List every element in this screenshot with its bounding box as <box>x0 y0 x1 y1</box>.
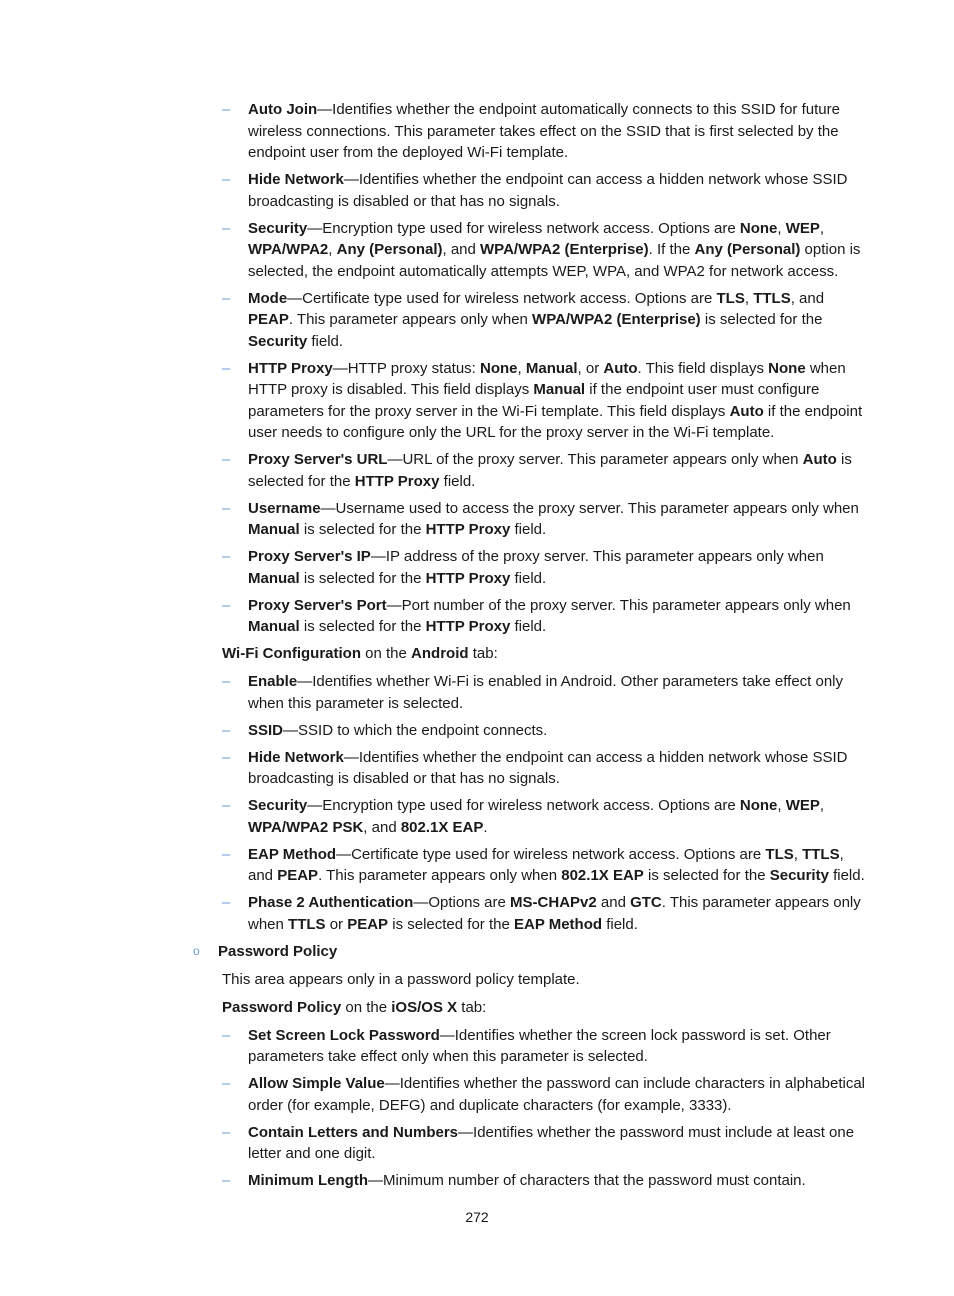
password-policy-heading <box>193 941 868 963</box>
option-term: Manual <box>248 521 300 538</box>
parameter-name: Allow Simple Value <box>248 1075 385 1092</box>
list-item <box>248 892 868 935</box>
parameter-name: Proxy Server's URL <box>248 451 388 468</box>
description-text: , and <box>363 818 401 836</box>
option-term: 802.1X EAP <box>400 818 484 836</box>
description-text: . This parameter appears only when <box>318 867 562 884</box>
option-term: GTC <box>630 894 662 911</box>
description-text: —URL of the proxy server. This parameter appears only when <box>387 451 803 468</box>
parameter-description: —Identifies whether the screen lock password is set. Other parameters take effect only when this parameter is selected. <box>248 1026 831 1065</box>
list-item <box>248 99 868 164</box>
option-term: None <box>739 797 778 814</box>
option-term: Any (Personal) <box>336 241 443 258</box>
description-text: —Certificate type used for wireless network access. Options are <box>336 845 766 863</box>
password-policy-title: Password Policy <box>218 942 338 960</box>
description-text: , or <box>577 359 604 377</box>
description-text: , <box>328 241 337 258</box>
description-text: —HTTP proxy status: <box>332 359 481 377</box>
description-text: —Port number of the proxy server. This parameter appears only when <box>386 596 851 614</box>
description-text: field. <box>439 472 476 490</box>
option-term: Manual <box>525 359 578 377</box>
description-text: on the <box>361 645 412 662</box>
option-term: HTTP Proxy <box>425 569 511 587</box>
list-item <box>248 1122 868 1165</box>
list-item <box>248 1073 868 1116</box>
list-item <box>248 795 868 838</box>
description-text: field. <box>307 332 344 350</box>
description-text: . <box>483 818 488 836</box>
option-term: None <box>739 219 778 237</box>
list-item <box>248 218 868 283</box>
description-text: , <box>777 797 786 814</box>
description-text: if the endpoint user needs to configure only the URL for the proxy server in the Wi-Fi template. <box>248 402 863 441</box>
password-policy-description: This area appears only in a password policy template. <box>222 970 580 988</box>
description-text: —Encryption type used for wireless network access. Options are <box>307 797 740 814</box>
page-content <box>193 99 868 1197</box>
option-term: TLS <box>765 845 794 863</box>
description-text: is selected for the <box>700 311 823 328</box>
description-text: , <box>793 845 803 863</box>
description-text: . This parameter appears only when <box>248 894 861 933</box>
description-text: option is selected, the endpoint automatically attempts WEP, WPA, and WPA2 for network access. <box>248 241 861 280</box>
description-text: tab: <box>457 998 487 1016</box>
option-term: EAP Method <box>513 915 603 933</box>
parameter-name: Proxy Server's IP <box>248 548 371 565</box>
option-term: TLS <box>716 289 745 307</box>
description-text: . This parameter appears only when <box>288 311 533 328</box>
option-term: WPA/WPA2 (Enterprise) <box>480 241 649 258</box>
option-term: HTTP Proxy <box>354 472 440 490</box>
description-text: field. <box>510 618 547 635</box>
parameter-description: —Identifies whether the password can include characters in alphabetical order (for example, DEFG) and duplicate characters (for example, 3333). <box>248 1075 865 1114</box>
list-item <box>248 671 868 714</box>
android-wifi-parameter-list <box>222 671 868 935</box>
parameter-description: —Minimum number of characters that the password must contain. <box>368 1172 806 1189</box>
parameter-name: Auto Join <box>248 101 318 118</box>
parameter-description: —Identifies whether the endpoint can access a hidden network whose SSID broadcasting is disabled or that has no signals. <box>248 748 848 787</box>
parameter-name: Mode <box>248 289 288 307</box>
description-text: on the <box>341 998 392 1016</box>
parameter-name: Enable <box>248 673 298 690</box>
description-text: . This field displays <box>637 359 769 377</box>
option-term: iOS/OS X <box>391 998 458 1016</box>
description-text: , <box>819 797 825 814</box>
description-text: and <box>596 894 631 911</box>
description-text: , <box>777 219 786 237</box>
parameter-name: HTTP Proxy <box>248 359 333 377</box>
circle-bullet-icon: o <box>193 943 200 958</box>
option-term: Auto <box>729 402 764 420</box>
description-text: field. <box>510 569 547 587</box>
option-term: TTLS <box>802 845 840 863</box>
option-term: HTTP Proxy <box>425 521 511 538</box>
description-text: field. <box>510 521 547 538</box>
option-term: TTLS <box>288 915 326 933</box>
description-text: , <box>517 359 526 377</box>
description-text: —Encryption type used for wireless network access. Options are <box>307 219 740 237</box>
parameter-name: Security <box>248 797 308 814</box>
parameter-name: Set Screen Lock Password <box>248 1026 440 1044</box>
option-term: Security <box>769 867 829 884</box>
option-term: WEP <box>785 219 820 237</box>
description-text: if the endpoint user must configure parameters for the proxy server in the Wi-Fi template. This field displays <box>248 381 820 420</box>
description-text: —IP address of the proxy server. This parameter appears only when <box>370 548 824 565</box>
list-item <box>248 449 868 492</box>
option-term: Any (Personal) <box>694 241 801 258</box>
ios-wifi-parameter-list <box>222 99 868 638</box>
description-text: —Options are <box>413 894 511 911</box>
option-term: Wi-Fi Configuration <box>222 645 361 662</box>
description-text: field. <box>602 915 638 933</box>
parameter-name: Minimum Length <box>248 1172 368 1189</box>
list-item <box>248 1025 868 1068</box>
description-text: , and <box>790 289 825 307</box>
option-term: Auto <box>603 359 638 377</box>
description-text: , and <box>442 241 481 258</box>
description-text: —Username used to access the proxy server. This parameter appears only when <box>320 499 859 517</box>
list-item <box>248 546 868 589</box>
option-term: PEAP <box>347 915 389 933</box>
list-item <box>248 595 868 638</box>
parameter-name: SSID <box>248 721 284 739</box>
option-term: WPA/WPA2 <box>248 241 329 258</box>
parameter-name: Security <box>248 219 308 237</box>
parameter-description: —Identifies whether the endpoint automatically connects to this SSID for future wireless connections. This parameter takes effect on the SSID that is first selected by the endpoint user from the deployed Wi-Fi template. <box>248 101 840 161</box>
parameter-name: EAP Method <box>248 845 337 863</box>
list-item <box>248 1170 868 1192</box>
description-text: , and <box>248 845 844 884</box>
password-policy-parameter-list <box>222 1025 868 1192</box>
option-term: Manual <box>248 569 300 587</box>
parameter-description: —Identifies whether the endpoint can access a hidden network whose SSID broadcasting is disabled or that has no signals. <box>248 171 848 210</box>
option-term: None <box>768 359 806 377</box>
description-text: , <box>819 219 825 237</box>
option-term: None <box>480 359 518 377</box>
parameter-name: Hide Network <box>248 748 344 766</box>
description-text: is selected for the <box>299 569 426 587</box>
parameter-name: Proxy Server's Port <box>248 596 387 614</box>
list-item <box>248 358 868 444</box>
android-wifi-intro <box>222 643 868 665</box>
option-term: Password Policy <box>222 998 342 1016</box>
parameter-name: Hide Network <box>248 171 344 188</box>
description-text: is selected for the <box>299 618 426 635</box>
option-term: HTTP Proxy <box>425 618 511 635</box>
description-text: when HTTP proxy is disabled. This field displays <box>248 359 846 398</box>
description-text: field. <box>828 867 865 884</box>
password-policy-intro <box>222 997 868 1019</box>
description-text: is selected for the <box>248 451 852 490</box>
page-number: 272 <box>465 1209 489 1225</box>
option-term: WPA/WPA2 (Enterprise) <box>532 311 701 328</box>
list-item <box>248 747 868 790</box>
description-text: is selected for the <box>299 521 426 538</box>
option-term: Security <box>248 332 308 350</box>
option-term: TTLS <box>753 289 791 307</box>
list-item <box>248 169 868 212</box>
option-term: Manual <box>248 618 300 635</box>
description-text: or <box>325 915 348 933</box>
option-term: PEAP <box>277 867 319 884</box>
description-text: is selected for the <box>643 867 770 884</box>
parameter-description: —SSID to which the endpoint connects. <box>283 721 548 739</box>
parameter-name: Username <box>248 499 321 517</box>
option-term: 802.1X EAP <box>561 867 644 884</box>
description-text: —Certificate type used for wireless network access. Options are <box>287 289 717 307</box>
list-item <box>248 844 868 887</box>
option-term: PEAP <box>248 311 289 328</box>
option-term: MS-CHAPv2 <box>510 894 597 911</box>
parameter-name: Contain Letters and Numbers <box>248 1123 459 1141</box>
parameter-description: —Identifies whether the password must include at least one letter and one digit. <box>248 1123 855 1162</box>
description-text: , <box>744 289 754 307</box>
description-text: is selected for the <box>388 915 514 933</box>
description-text: . If the <box>648 241 695 258</box>
option-term: Android <box>411 645 469 662</box>
option-term: Manual <box>533 381 586 398</box>
option-term: Auto <box>802 451 837 468</box>
parameter-description: —Identifies whether Wi-Fi is enabled in Android. Other parameters take effect only when this parameter is selected. <box>248 673 844 712</box>
list-item <box>248 498 868 541</box>
option-term: WEP <box>785 797 820 814</box>
list-item <box>248 288 868 353</box>
option-term: WPA/WPA2 PSK <box>248 818 364 836</box>
list-item <box>248 720 868 742</box>
description-text: tab: <box>468 645 498 662</box>
parameter-name: Phase 2 Authentication <box>248 894 414 911</box>
